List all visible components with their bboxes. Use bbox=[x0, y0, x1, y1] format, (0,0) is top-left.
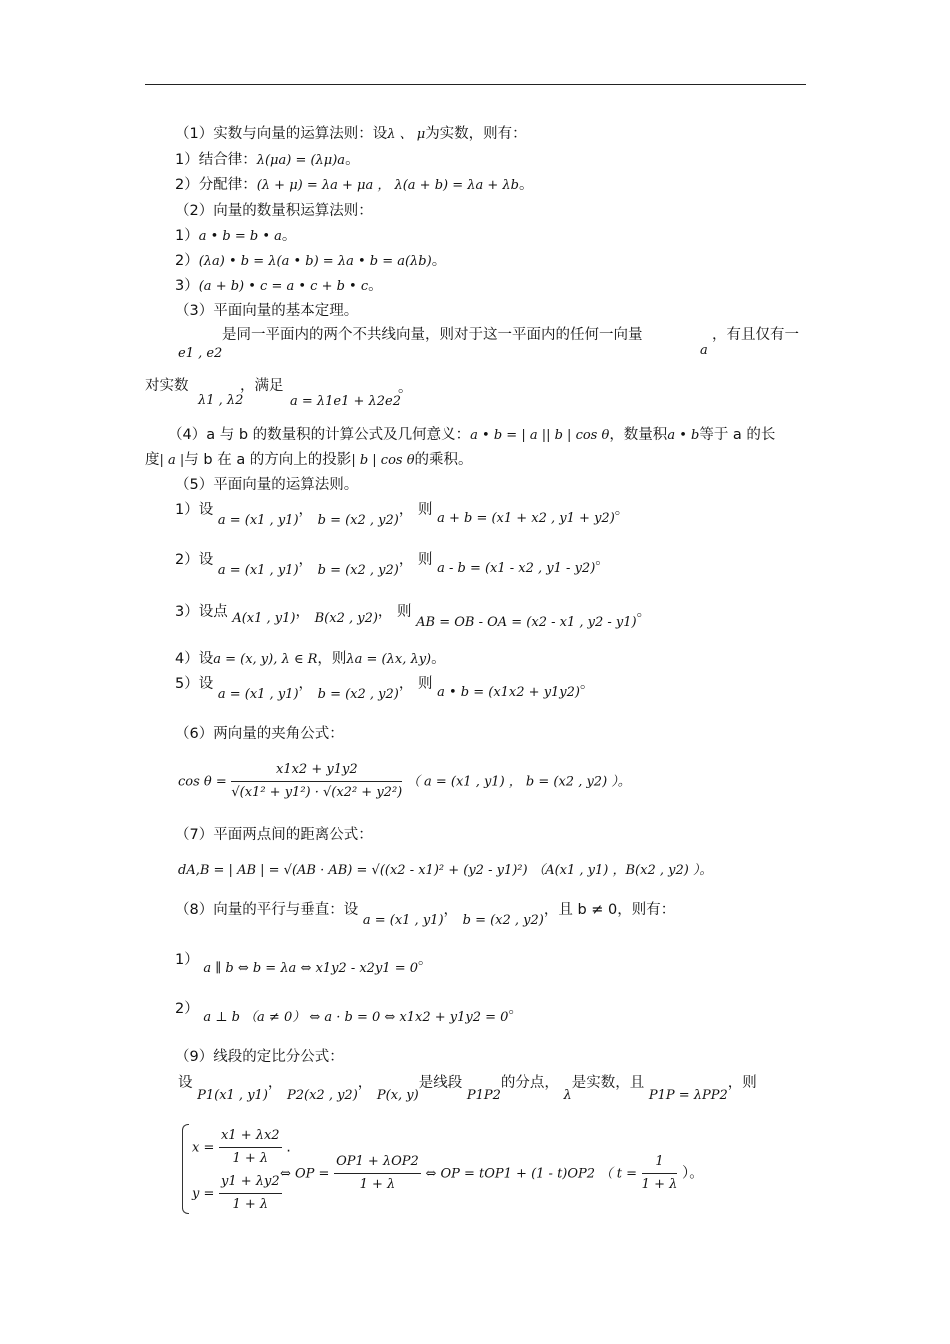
s2-item3-label: 3） bbox=[175, 278, 199, 294]
s8-item2 bbox=[175, 999, 523, 1025]
s9-x-den: 1 + λ bbox=[232, 1151, 269, 1166]
s4-proj: | b | cos θ bbox=[351, 453, 415, 468]
s9-op-eq bbox=[280, 1152, 704, 1195]
s3-lambdas bbox=[198, 390, 243, 411]
s5-4-result: λa = (λx, λy) bbox=[346, 652, 432, 667]
b-eq: b = (x2 , y2) bbox=[462, 913, 544, 928]
s9-p1p2: P1P2 bbox=[466, 1088, 501, 1103]
s9-text3: 的分点， bbox=[500, 1075, 559, 1091]
s5-3-result: AB = OB - OA = (x2 - x1 , y2 - y1) bbox=[416, 615, 637, 630]
s3-text2: ，有且仅有一 bbox=[712, 327, 799, 343]
then: 则 bbox=[417, 502, 433, 518]
period: 。 bbox=[508, 1001, 523, 1017]
then: 则 bbox=[397, 604, 412, 620]
period: 。 bbox=[518, 177, 534, 193]
s3-formula-text: a = λ1e1 + λ2e2 bbox=[290, 394, 402, 409]
comma: ， bbox=[398, 502, 414, 518]
s9-p: P(x, y) bbox=[376, 1088, 419, 1103]
s2-item3-formula: (a + b) • c = a • c + b • c bbox=[198, 279, 369, 294]
s7-formula-line bbox=[178, 860, 712, 881]
s1-item1-formula: λ(μa) = (λμ)a bbox=[256, 153, 346, 168]
comma: ， bbox=[398, 552, 414, 568]
s5-title: （5）平面向量的运算法则。 bbox=[175, 477, 359, 493]
s4-line1-b: ，数量积 bbox=[609, 427, 668, 443]
s9-y-den: 1 + λ bbox=[232, 1197, 269, 1212]
s9-t-fraction bbox=[642, 1152, 678, 1195]
s9-x-num: x1 + λx2 bbox=[219, 1126, 282, 1148]
s1-item2 bbox=[175, 175, 533, 196]
s5-2 bbox=[175, 550, 610, 578]
s9-y-eq bbox=[192, 1172, 282, 1215]
s5-4 bbox=[175, 649, 446, 670]
s9-y-lhs: y = bbox=[192, 1186, 215, 1202]
s3-text1: 是同一平面内的两个不共线向量，则对于这一平面内的任何一向量 bbox=[222, 327, 643, 343]
comma: ， bbox=[357, 1075, 373, 1091]
s5-3 bbox=[175, 602, 652, 630]
s9-ratio: P1P = λPP2 bbox=[648, 1088, 728, 1103]
s2-item2-formula: (λa) • b = λ(a • b) = λa • b = a(λb) bbox=[198, 254, 432, 269]
s6-title: （6）两向量的夹角公式： bbox=[175, 726, 344, 742]
dot: . bbox=[286, 1139, 291, 1156]
s9-op-den: 1 + λ bbox=[359, 1177, 396, 1192]
period: 。 bbox=[595, 552, 610, 568]
a-eq: a = (x1 , y1) bbox=[217, 687, 299, 702]
then: 则 bbox=[331, 651, 347, 667]
period: 。 bbox=[636, 604, 652, 620]
s4-line1 bbox=[168, 425, 775, 446]
s9-p1: P1(x1 , y1) bbox=[197, 1088, 268, 1103]
s9-t-num: 1 bbox=[642, 1152, 678, 1174]
s5-4-label: 4）设 bbox=[175, 651, 214, 667]
then: 则 bbox=[417, 676, 433, 692]
s4-abs-a: | a | bbox=[159, 453, 185, 468]
s3-lambdas-text: λ1 , λ2 bbox=[198, 393, 244, 408]
s5-5-label: 5）设 bbox=[175, 676, 214, 692]
period: 。 bbox=[431, 253, 447, 269]
s1-title: （1）实数与向量的运算法则：设 bbox=[175, 126, 388, 142]
s9-y-fraction bbox=[219, 1172, 282, 1215]
s9-text4: 是实数，且 bbox=[571, 1075, 645, 1091]
b-eq: b = (x2 , y2) bbox=[317, 563, 399, 578]
s9-text1: 设 bbox=[178, 1075, 193, 1091]
s2-item1-label: 1） bbox=[175, 228, 199, 244]
s9-y-num: y1 + λy2 bbox=[219, 1172, 282, 1194]
s1-item2-label: 2）分配律： bbox=[175, 177, 257, 193]
s9-op-fraction bbox=[334, 1152, 421, 1195]
s5-1-result: a + b = (x1 + x2 , y1 + y2) bbox=[437, 511, 615, 526]
s1-title-line bbox=[175, 124, 527, 145]
s2-item2 bbox=[175, 251, 446, 272]
comma: ， bbox=[267, 1075, 283, 1091]
s8-tail: ，且 b ≠ 0，则有： bbox=[543, 902, 676, 918]
s2-title: （2）向量的数量积运算法则： bbox=[175, 203, 373, 219]
a-eq: a = (x1 , y1) bbox=[217, 563, 299, 578]
s4-ab: a • b bbox=[667, 428, 700, 443]
s2-item1 bbox=[175, 226, 296, 247]
comma: ， bbox=[298, 676, 314, 692]
comma: ， bbox=[298, 552, 314, 568]
s6-denominator: √(x1² + y1²) · √(x2² + y2²) bbox=[231, 785, 403, 800]
s9-lambda: λ bbox=[563, 1088, 572, 1103]
then: 则 bbox=[417, 552, 433, 568]
point-a: A(x1 , y1) bbox=[232, 611, 296, 626]
s2-item1-formula: a • b = b • a bbox=[198, 229, 282, 244]
s9-op-num: OP1 + λOP2 bbox=[334, 1152, 421, 1174]
a-eq: a = (x1 , y1) bbox=[217, 513, 299, 528]
point-b: B(x2 , y2) bbox=[314, 611, 378, 626]
header-rule bbox=[145, 84, 806, 85]
s8-title-line bbox=[175, 900, 676, 928]
s3-text4: ，满足 bbox=[240, 378, 284, 394]
s1-title-tail: 为实数，则有： bbox=[425, 126, 527, 142]
s3-vector-a: a bbox=[700, 343, 708, 358]
system-brace bbox=[182, 1124, 189, 1214]
s4-line1-c: 等于 a 的长 bbox=[699, 427, 776, 443]
period: 。 bbox=[614, 502, 630, 518]
s8-1-label: 1） bbox=[175, 952, 199, 968]
s4-line2-c: 的乘积。 bbox=[414, 452, 473, 468]
s9-t-tail: ）。 bbox=[681, 1165, 704, 1182]
s4-line2-a: 度 bbox=[145, 452, 160, 468]
s9-text2: 是线段 bbox=[418, 1075, 463, 1091]
s7-formula: dA,B = | AB | = √(AB · AB) = √((x2 - x1)² + (y2 - y1)²) bbox=[178, 863, 528, 878]
s5-1-label: 1）设 bbox=[175, 502, 214, 518]
s5-2-label: 2）设 bbox=[175, 552, 214, 568]
s9-op2: ⇔ OP = tOP1 + (1 - t)OP2 bbox=[425, 1166, 596, 1182]
s3-formula bbox=[290, 391, 401, 412]
s1-item1 bbox=[175, 150, 360, 171]
comma: ， bbox=[398, 676, 414, 692]
period: 。 bbox=[418, 952, 433, 968]
s9-text5: ，则 bbox=[727, 1075, 757, 1091]
s7-condition: （A(x1 , y1) ，B(x2 , y2) ）。 bbox=[532, 863, 713, 878]
s6-fraction bbox=[231, 760, 402, 803]
comma: ， bbox=[443, 902, 459, 918]
s7-title: （7）平面两点间的距离公式： bbox=[175, 827, 373, 843]
s8-title: （8）向量的平行与垂直：设 bbox=[175, 902, 359, 918]
s9-op-lhs: ⇔ OP = bbox=[280, 1166, 330, 1182]
s2-item2-label: 2） bbox=[175, 253, 199, 269]
s9-x-lhs: x = bbox=[192, 1140, 215, 1156]
comma: ， bbox=[295, 604, 310, 620]
s8-2-formula: a ⊥ b （a ≠ 0） ⇔ a · b = 0 ⇔ x1x2 + y1y2 = 0 bbox=[203, 1010, 509, 1025]
s6-numerator: x1x2 + y1y2 bbox=[231, 760, 402, 782]
s5-5-result: a • b = (x1x2 + y1y2) bbox=[437, 685, 580, 700]
s5-1 bbox=[175, 500, 630, 528]
s3-period: 。 bbox=[398, 380, 413, 396]
period: 。 bbox=[281, 228, 297, 244]
period: 。 bbox=[368, 278, 383, 294]
s3-e12 bbox=[178, 343, 222, 364]
s1-item1-label: 1）结合律： bbox=[175, 152, 257, 168]
period: 。 bbox=[431, 651, 446, 667]
s4-line2-b: 与 b 在 a 的方向上的投影 bbox=[184, 452, 352, 468]
s9-line bbox=[178, 1073, 757, 1103]
s1-item2-formula: (λ + μ) = λa + μa ， λ(a + b) = λa + λb bbox=[256, 178, 519, 193]
s9-p2: P2(x2 , y2) bbox=[287, 1088, 358, 1103]
s5-4-formula: a = (x, y), λ ∈ R bbox=[213, 652, 318, 667]
comma: ， bbox=[298, 502, 314, 518]
s3-text3: 对实数 bbox=[145, 378, 189, 394]
s9-t-lhs: （ t = bbox=[599, 1166, 638, 1182]
s9-t-den: 1 + λ bbox=[641, 1177, 678, 1192]
a-eq: a = (x1 , y1) bbox=[362, 913, 444, 928]
s8-2-label: 2） bbox=[175, 1001, 199, 1017]
s8-item1 bbox=[175, 950, 433, 976]
s5-5 bbox=[175, 674, 595, 702]
comma: ， bbox=[377, 604, 393, 620]
s4-line2 bbox=[145, 450, 473, 471]
s6-lhs: cos θ = bbox=[178, 774, 227, 790]
s3-title: （3）平面向量的基本定理。 bbox=[175, 303, 359, 319]
b-eq: b = (x2 , y2) bbox=[317, 513, 399, 528]
s2-item3 bbox=[175, 276, 383, 297]
comma: ， bbox=[317, 651, 332, 667]
s1-symbols: λ 、 μ bbox=[387, 127, 426, 142]
s6-condition: （ a = (x1 , y1) ， b = (x2 , y2) ）。 bbox=[406, 774, 631, 790]
s9-x-fraction bbox=[219, 1126, 282, 1169]
s5-2-result: a - b = (x1 - x2 , y1 - y2) bbox=[437, 561, 596, 576]
s4-line1-a: （4）a 与 b 的数量积的计算公式及几何意义： bbox=[168, 427, 471, 443]
s3-e12-text: e1 , e2 bbox=[178, 346, 223, 361]
period: 。 bbox=[580, 676, 595, 692]
s9-x-eq bbox=[192, 1126, 291, 1169]
s8-1-formula: a ∥ b ⇔ b = λa ⇔ x1y2 - x2y1 = 0 bbox=[203, 961, 418, 976]
s9-title: （9）线段的定比分公式： bbox=[175, 1049, 344, 1065]
b-eq: b = (x2 , y2) bbox=[317, 687, 399, 702]
s4-formula1: a • b = | a || b | cos θ bbox=[470, 428, 610, 443]
s6-formula bbox=[178, 760, 631, 803]
s5-3-label: 3）设点 bbox=[175, 604, 228, 620]
period: 。 bbox=[345, 152, 360, 168]
